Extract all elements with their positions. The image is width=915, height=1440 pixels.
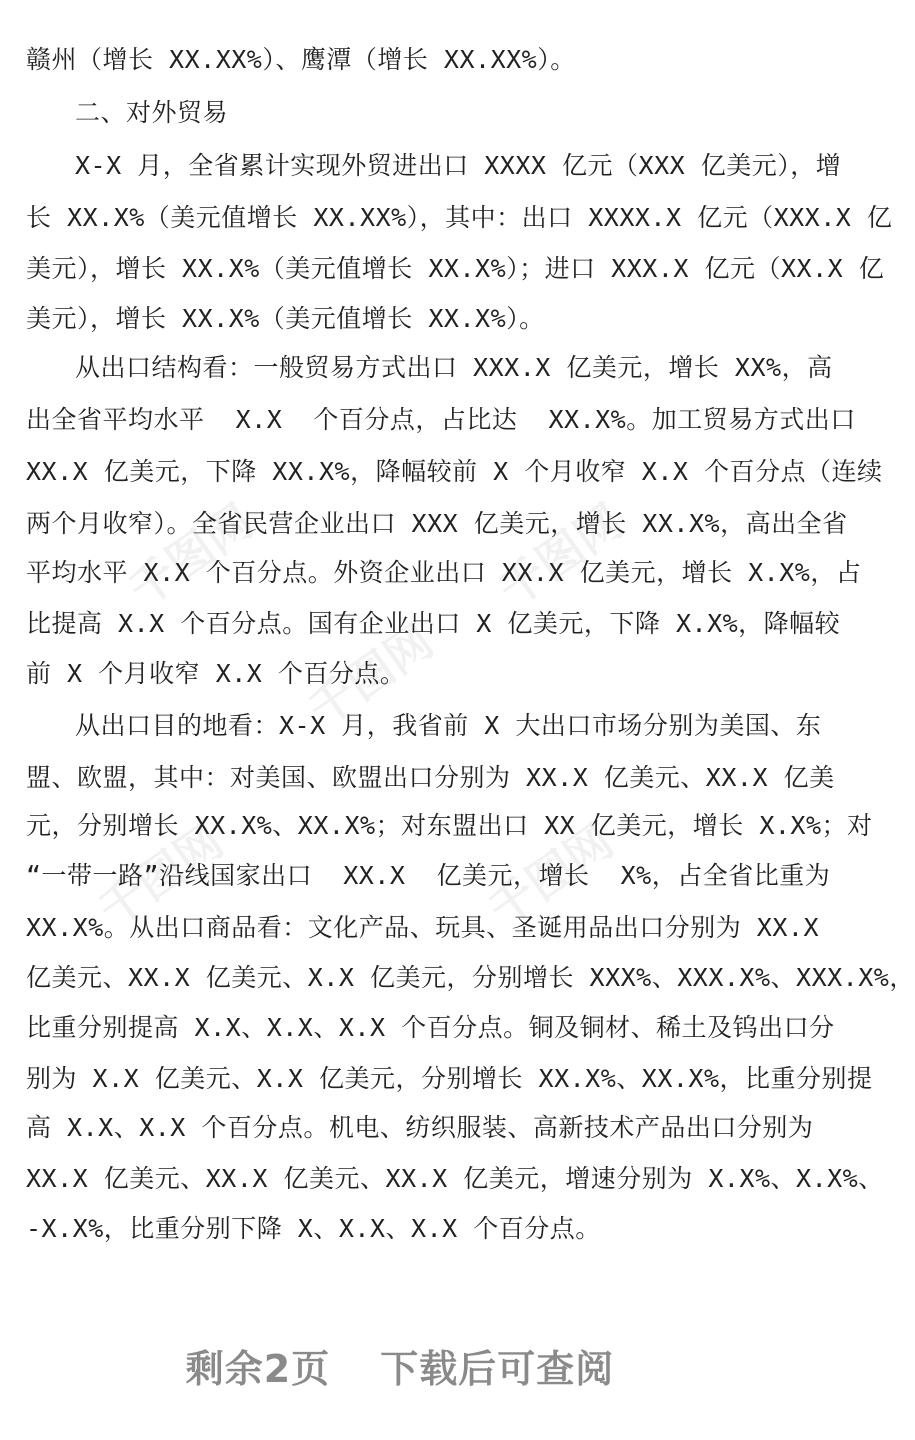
text-line: 平均水平 X.X 个百分点。外资企业出口 XX.X 亿美元，增长 X.X%，占 <box>26 558 862 587</box>
text-line: 元，分别增长 XX.X%、XX.X%；对东盟出口 XX 亿美元，增长 X.X%；对 <box>26 811 873 840</box>
text-line: 赣州（增长 XX.XX%）、鹰潭（增长 XX.XX%）。 <box>26 45 576 74</box>
text-line: 比提高 X.X 个百分点。国有企业出口 X 亿美元，下降 X.X%，降幅较 <box>26 609 841 638</box>
text-line: -X.X%，比重分别下降 X、X.X、X.X 个百分点。 <box>26 1214 601 1243</box>
text-line: 前 X 个月收窄 X.X 个百分点。 <box>26 659 406 688</box>
watermark-logo: 千图网 <box>88 813 233 938</box>
watermark-logo: 千图网 <box>118 493 263 618</box>
watermark-logo: 千图网 <box>488 493 633 618</box>
watermark-logo: 千图网 <box>478 813 623 938</box>
text-line: XX.X%。从出口商品看：文化产品、玩具、圣诞用品出口分别为 XX.X <box>26 913 820 942</box>
text-line: 长 XX.X%（美元值增长 XX.XX%），其中：出口 XXXX.X 亿元（XXX.X 亿 <box>26 203 893 232</box>
text-line: XX.X 亿美元，下降 XX.X%，降幅较前 X 个月收窄 X.X 个百分点（连续 <box>26 457 883 486</box>
text-line: 从出口结构看：一般贸易方式出口 XXX.X 亿美元，增长 XX%，高 <box>75 353 833 382</box>
remaining-pages-label: 剩余2页 <box>185 1346 331 1391</box>
text-line: 盟、欧盟，其中：对美国、欧盟出口分别为 XX.X 亿美元、XX.X 亿美 <box>26 763 835 792</box>
text-line: 亿美元、XX.X 亿美元、X.X 亿美元，分别增长 XXX%、XXX.X%、XXX.X%， <box>26 963 915 992</box>
text-line: XX.X 亿美元、XX.X 亿美元、XX.X 亿美元，增速分别为 X.X%、X.X%、 <box>26 1164 884 1193</box>
section-heading: 二、对外贸易 <box>75 98 229 127</box>
download-hint-label[interactable]: 下载后可查阅 <box>380 1346 615 1391</box>
watermark-logo: 千图网 <box>298 613 443 738</box>
text-line: X-X 月，全省累计实现外贸进出口 XXXX 亿元（XXX 亿美元），增 <box>75 151 842 180</box>
text-line: “一带一路”沿线国家出口 XX.X 亿美元，增长 X%，占全省比重为 <box>26 861 831 890</box>
text-line: 出全省平均水平 X.X 个百分点，占比达 XX.X%。加工贸易方式出口 <box>26 405 856 434</box>
text-line: 别为 X.X 亿美元、X.X 亿美元，分别增长 XX.X%、XX.X%，比重分别提 <box>26 1064 873 1093</box>
text-line: 两个月收窄）。全省民营企业出口 XXX 亿美元，增长 XX.X%，高出全省 <box>26 509 848 538</box>
text-line: 比重分别提高 X.X、X.X、X.X 个百分点。铜及铜材、稀土及钨出口分 <box>26 1013 835 1042</box>
download-prompt[interactable] <box>0 1335 800 1395</box>
text-line: 美元），增长 XX.X%（美元值增长 XX.X%）。 <box>26 304 545 333</box>
text-line: 美元），增长 XX.X%（美元值增长 XX.X%）；进口 XXX.X 亿元（XX.X 亿 <box>26 254 885 283</box>
text-line: 高 X.X、X.X 个百分点。机电、纺织服装、高新技术产品出口分别为 <box>26 1113 814 1142</box>
text-line: 从出口目的地看：X-X 月，我省前 X 大出口市场分别为美国、东 <box>75 711 822 740</box>
